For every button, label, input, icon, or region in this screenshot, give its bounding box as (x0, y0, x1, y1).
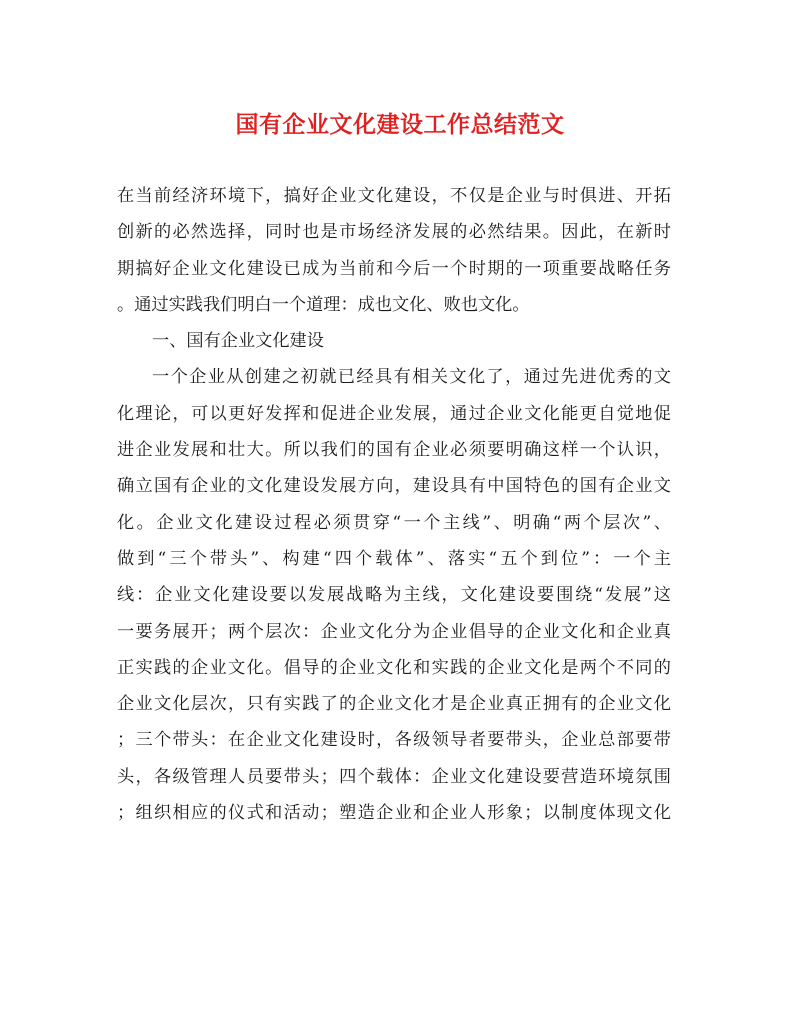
body-line: 在当前经济环境下，搞好企业文化建设，不仅是企业与时俱进、开拓 (117, 186, 671, 206)
body-line: 做到“三个带头”、构建“四个载体”、落实“五个到位”：一个主 (117, 548, 671, 569)
body-line: 化。企业文化建设过程必须贯穿“一个主线”、明确“两个层次”、 (117, 512, 671, 533)
body-line: 一个企业从创建之初就已经具有相关文化了，通过先进优秀的文 (152, 367, 671, 388)
body-line: ；三个带头：在企业文化建设时，各级领导者要带头，企业总部要带 (117, 730, 671, 751)
body-line: 化理论，可以更好发挥和促进企业发展，通过企业文化能更自觉地促 (117, 403, 671, 424)
body-line: 期搞好企业文化建设已成为当前和今后一个时期的一项重要战略任务 (117, 258, 671, 279)
body-line: 企业文化层次，只有实践了的企业文化才是企业真正拥有的企业文化 (117, 694, 671, 715)
body-line: 进企业发展和壮大。所以我们的国有企业必须要明确这样一个认识， (117, 440, 671, 461)
document-body (117, 178, 671, 831)
section-heading: 一、国有企业文化建设 (152, 331, 324, 352)
body-line: 线：企业文化建设要以发展战略为主线，文化建设要围绕“发展”这 (117, 585, 671, 606)
body-line: 头，各级管理人员要带头；四个载体：企业文化建设要营造环境氛围 (117, 766, 671, 787)
body-line: ；组织相应的仪式和活动；塑造企业和企业人形象；以制度体现文化 (117, 803, 671, 824)
document-title: 国有企业文化建设工作总结范文 (235, 111, 565, 138)
body-line: 一要务展开；两个层次：企业文化分为企业倡导的企业文化和企业真 (117, 621, 671, 642)
body-line: 正实践的企业文化。倡导的企业文化和实践的企业文化是两个不同的 (117, 657, 671, 678)
body-line: 。通过实践我们明白一个道理：成也文化、败也文化。 (117, 294, 530, 315)
body-line: 确立国有企业的文化建设发展方向，建设具有中国特色的国有企业文 (117, 476, 671, 497)
body-line: 创新的必然选择，同时也是市场经济发展的必然结果。因此，在新时 (117, 222, 671, 243)
